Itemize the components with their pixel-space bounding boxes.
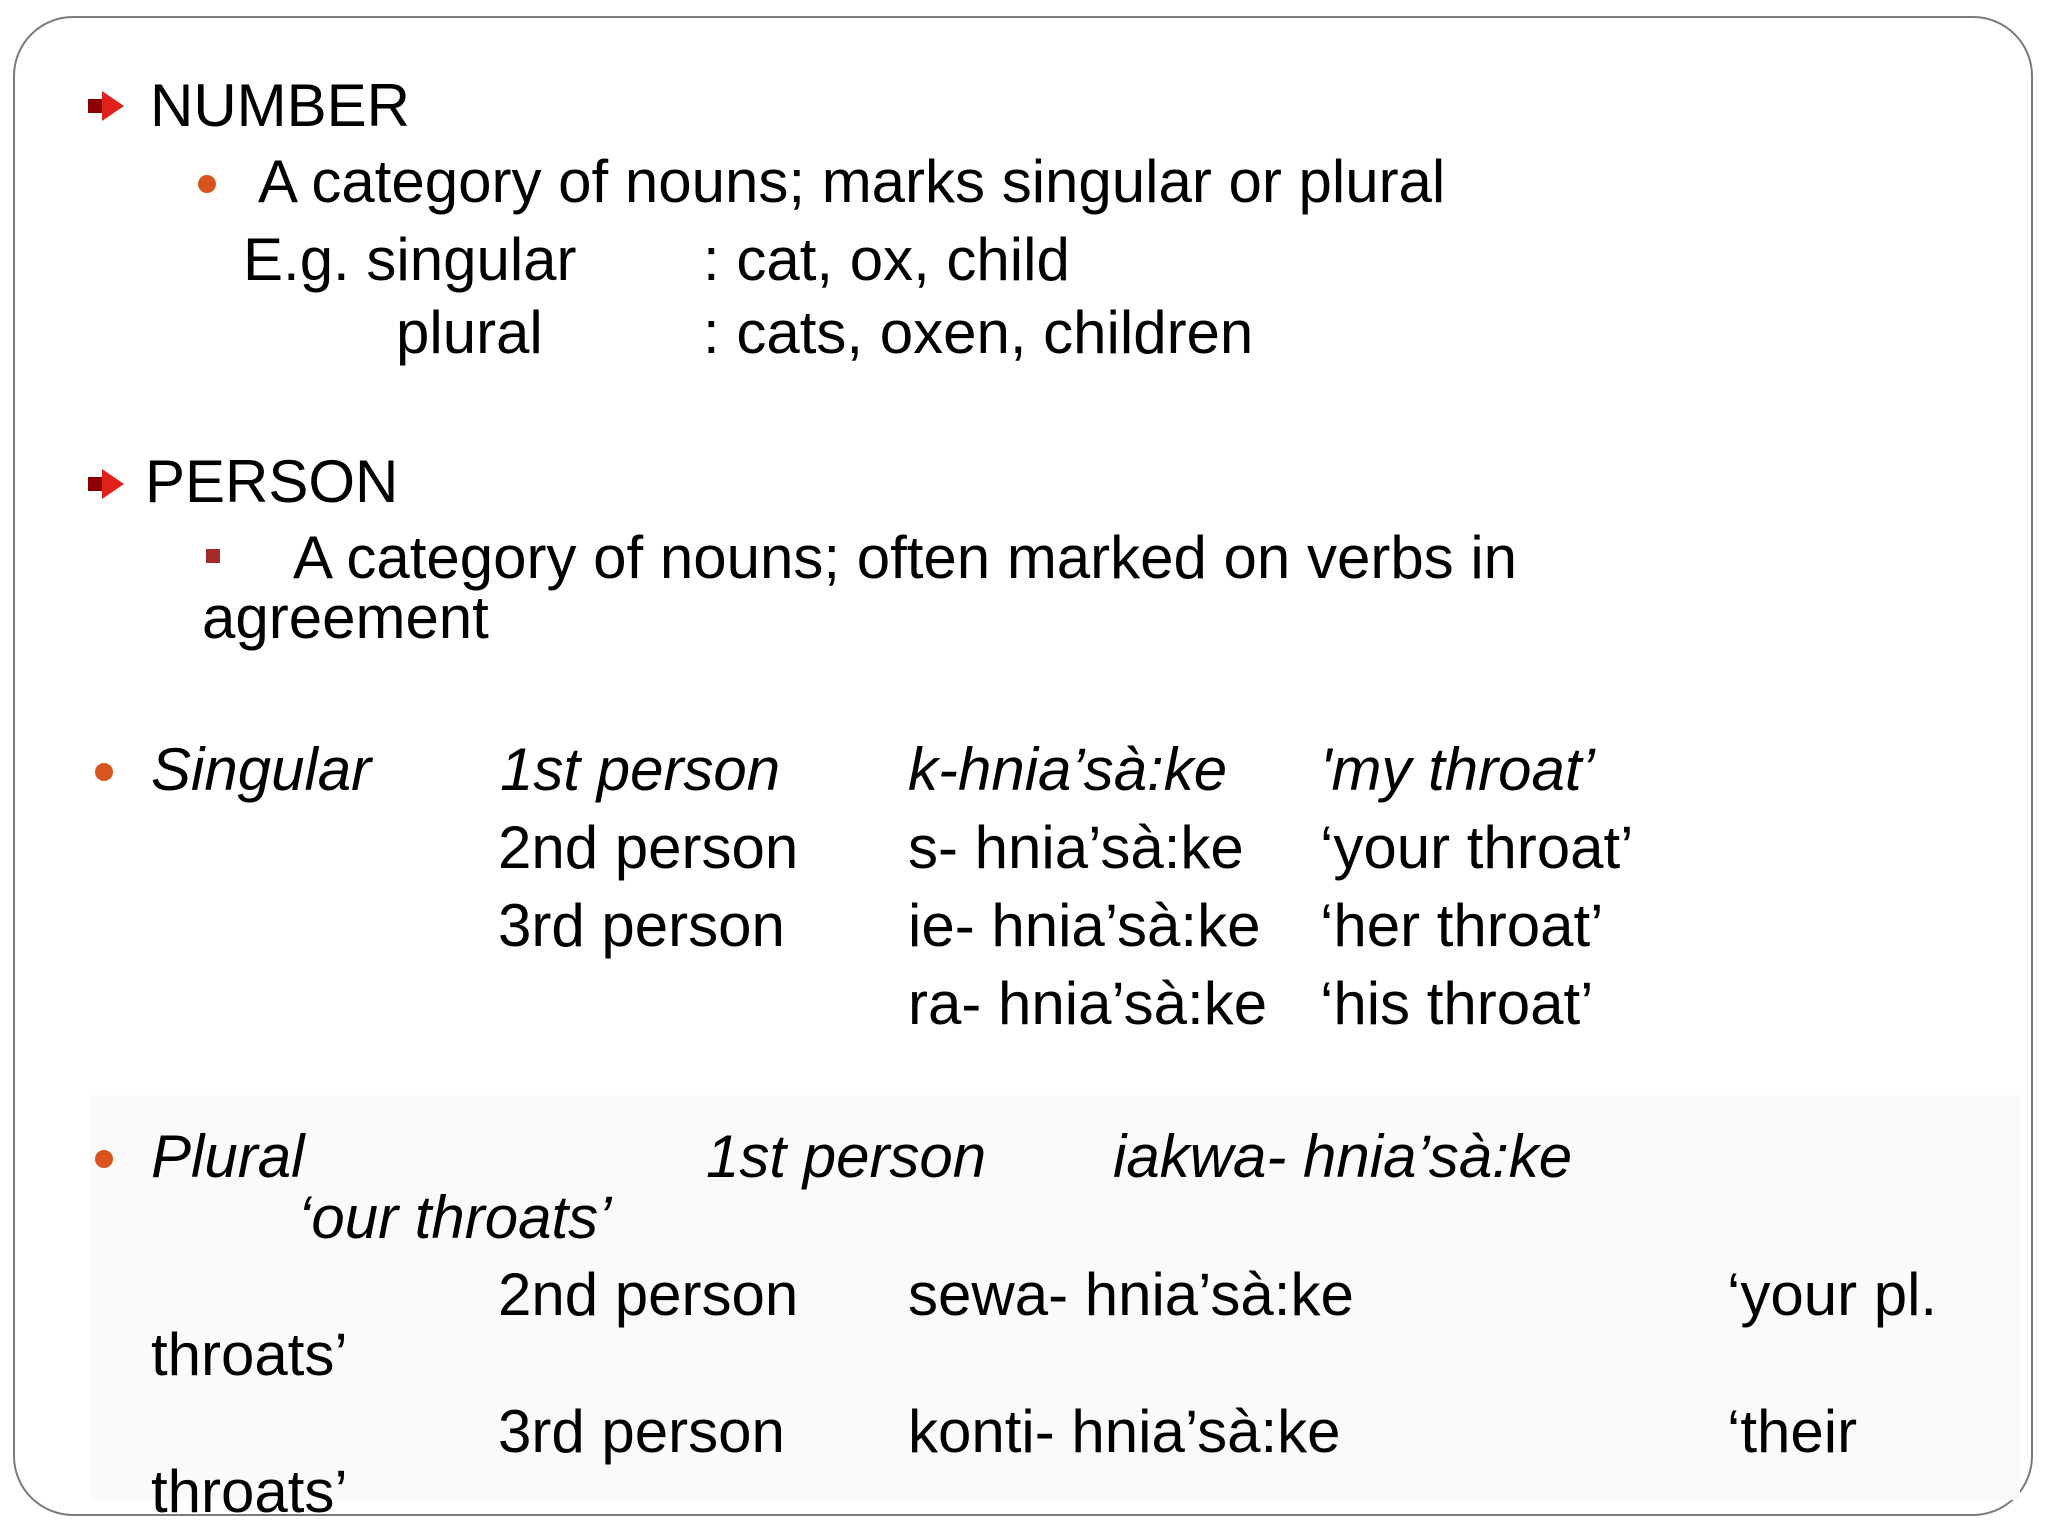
plural-1st-person: 1st person [706,1123,987,1190]
person-definition-line1: A category of nouns; often marked on verbs in [293,524,1518,591]
singular-2nd-person: 2nd person [498,814,799,881]
singular-3rd-form-his: ra- hnia’sà:ke [908,970,1268,1037]
singular-2nd-form: s- hnia’sà:ke [908,814,1244,881]
singular-1st-gloss: 'my throat’ [1320,736,1595,803]
red-arrow-icon [86,464,126,504]
example-intro: E.g. singular [243,226,577,293]
number-definition: A category of nouns; marks singular or plural [258,148,1446,215]
plural-3rd-gloss-part2: throats’ [151,1458,348,1525]
singular-label: Singular [151,736,372,803]
plural-label-paradigm: Plural [151,1123,305,1190]
plural-3rd-form: konti- hnia’sà:ke [908,1398,1341,1465]
singular-3rd-gloss-her: ‘her throat’ [1320,892,1604,959]
plural-label: plural [396,299,543,366]
square-bullet-icon [206,549,220,563]
orange-dot-icon [198,175,216,193]
orange-dot-icon [95,763,113,781]
singular-3rd-form-her: ie- hnia’sà:ke [908,892,1261,959]
plural-3rd-person: 3rd person [498,1398,785,1465]
singular-2nd-gloss: ‘your throat’ [1320,814,1634,881]
singular-3rd-gloss-his: ‘his throat’ [1320,970,1594,1037]
plural-1st-form: iakwa- hnia’sà:ke [1113,1123,1573,1190]
red-arrow-icon [86,86,126,126]
plural-3rd-gloss-part1: ‘their [1727,1398,1858,1465]
person-definition-line2: agreement [202,584,489,651]
person-heading: PERSON [145,448,399,515]
singular-1st-form: k-hnia’sà:ke [908,736,1228,803]
plural-2nd-form: sewa- hnia’sà:ke [908,1261,1354,1328]
plural-examples: : cats, oxen, children [703,299,1254,366]
plural-2nd-person: 2nd person [498,1261,799,1328]
plural-2nd-gloss-part2: throats’ [151,1321,348,1388]
number-heading: NUMBER [150,72,411,139]
singular-3rd-person: 3rd person [498,892,785,959]
plural-1st-gloss: ‘our throats’ [298,1184,612,1251]
singular-examples: : cat, ox, child [703,226,1070,293]
plural-2nd-gloss-part1: ‘your pl. [1727,1261,1938,1328]
orange-dot-icon [95,1150,113,1168]
singular-1st-person: 1st person [500,736,781,803]
